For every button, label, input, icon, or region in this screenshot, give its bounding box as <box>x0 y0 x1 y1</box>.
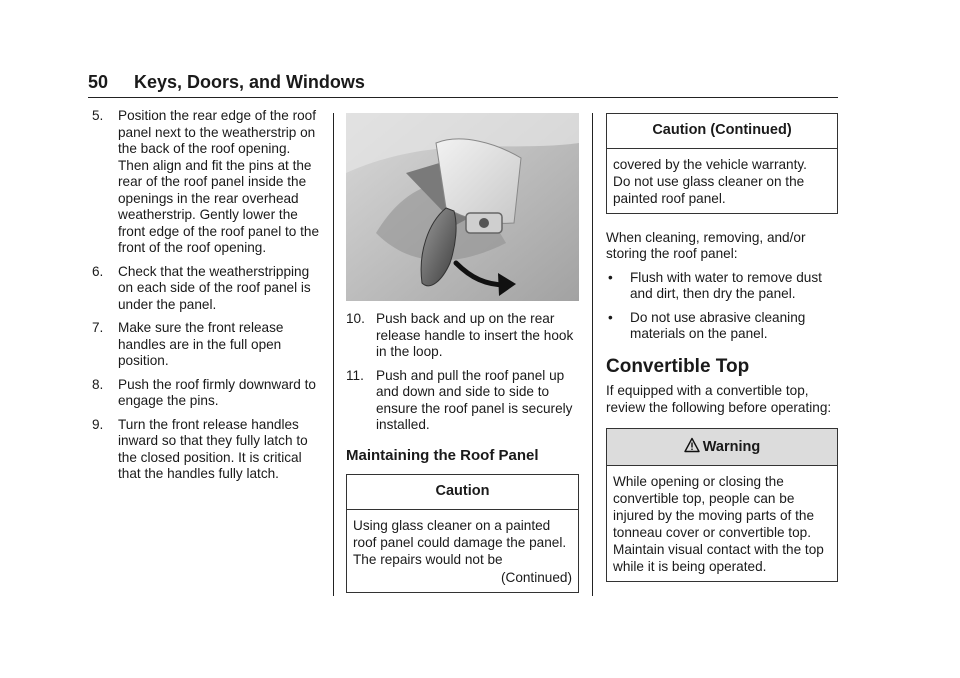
bullet-text: Do not use abrasive cleaning materials on the panel. <box>630 309 806 341</box>
bullet: • <box>608 269 613 285</box>
continued-label: (Continued) <box>500 569 572 585</box>
step-text: Push and pull the roof panel up and down and side to side to ensure the roof panel is securely installed. <box>376 367 573 432</box>
list-item <box>346 311 579 361</box>
warning-box <box>606 428 838 582</box>
column-divider <box>592 113 593 596</box>
page-number: 50 <box>88 72 109 92</box>
list-item <box>92 264 324 314</box>
page-header <box>88 72 838 98</box>
warning-text: While opening or closing the convertible top, people can be injured by the moving parts of the tonneau cover or convertible top. Maintain visual contact with the top while it is being operated. <box>613 473 824 574</box>
list-item <box>92 377 324 410</box>
step-text: Push back and up on the rear release handle to insert the hook in the loop. <box>376 311 574 359</box>
bullet: • <box>608 309 613 325</box>
subsection-heading: Maintaining the Roof Panel <box>346 446 539 464</box>
step-text: Position the rear edge of the roof panel next to the weatherstrip on the back of the roof opening. Then align and fit the pins at the rear of the roof panel inside the openings in the rear overhead weatherstrip. Gently lower the front edge of the roof panel to the front of the roof opening. <box>118 108 320 255</box>
caution-continued-title: Caution (Continued) <box>607 114 837 149</box>
list-item <box>92 320 324 370</box>
step-text: Make sure the front release handles are in the full open position. <box>118 320 284 368</box>
latch-pin <box>479 218 489 228</box>
step-number: 10. <box>346 311 365 326</box>
roof-latch-illustration <box>346 113 579 301</box>
step-number: 8. <box>92 376 104 392</box>
caution-text: Do not use glass cleaner on the painted roof panel. <box>613 173 805 206</box>
step-list <box>346 311 579 434</box>
roof-release-handle-photo <box>346 113 579 301</box>
caution-continued-box <box>606 113 838 214</box>
list-item <box>92 417 324 483</box>
caution-continued-body <box>607 149 837 213</box>
caution-title: Caution <box>347 475 578 510</box>
warning-header <box>607 429 837 466</box>
caution-text: covered by the vehicle warranty. <box>613 156 807 172</box>
step-number: 7. <box>92 320 104 335</box>
list-item <box>606 310 838 343</box>
step-text: Turn the front release handles inward so that they fully latch to the closed position. It is critical that the handles fully latch. <box>118 416 308 481</box>
caution-body <box>347 510 578 592</box>
list-item <box>346 368 579 434</box>
step-text: Check that the weatherstripping on each side of the roof panel is under the panel. <box>118 263 311 312</box>
column-divider <box>333 113 334 596</box>
step-number: 9. <box>92 416 104 432</box>
list-item <box>606 270 838 303</box>
list-item <box>92 108 324 257</box>
column-left <box>92 108 324 490</box>
step-text: Push the roof firmly downward to engage the pins. <box>118 376 316 408</box>
step-number: 11. <box>346 367 364 383</box>
header-rule <box>88 97 838 98</box>
column-right <box>606 108 838 582</box>
intro-paragraph: When cleaning, removing, and/or storing the roof panel: <box>606 229 806 261</box>
section-heading: Convertible Top <box>606 355 750 377</box>
step-number: 6. <box>92 263 104 279</box>
bullet-list <box>606 270 838 343</box>
caution-text: Using glass cleaner on a painted roof panel could damage the panel. The repairs would not be <box>353 517 567 567</box>
step-list <box>92 108 324 483</box>
warning-body <box>607 466 837 581</box>
bullet-text: Flush with water to remove dust and dirt, then dry the panel. <box>630 269 822 301</box>
warning-title: Warning <box>702 439 761 455</box>
section-title: Keys, Doors, and Windows <box>134 72 365 92</box>
warning-triangle-icon <box>684 437 700 453</box>
step-number: 5. <box>92 108 104 123</box>
convertible-intro-paragraph: If equipped with a convertible top, review the following before operating: <box>606 383 832 415</box>
column-middle <box>346 108 579 593</box>
caution-box <box>346 474 579 593</box>
